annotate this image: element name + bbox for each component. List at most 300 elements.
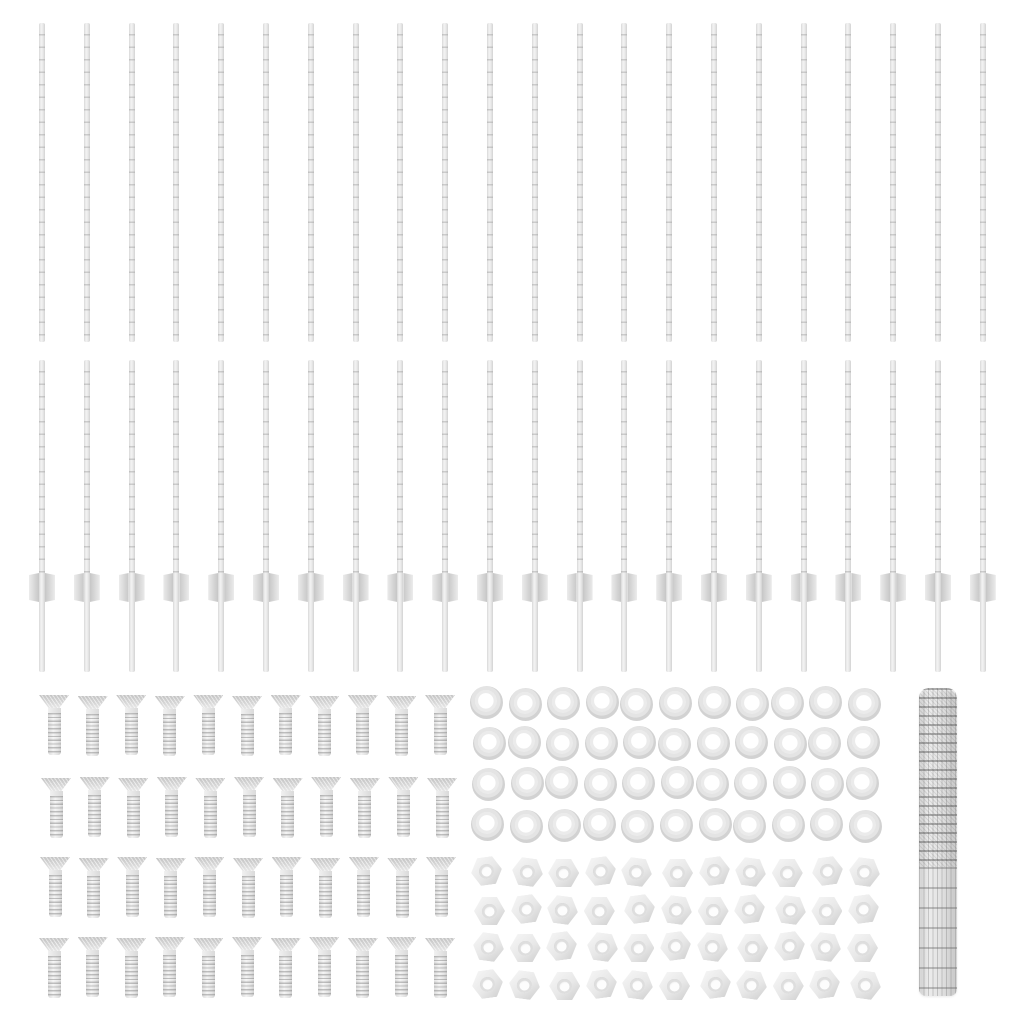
screw-head — [193, 695, 223, 708]
screw-head — [39, 695, 69, 708]
countersunk-screw — [116, 938, 146, 999]
washer — [811, 768, 844, 801]
screw-head — [117, 857, 147, 870]
countersunk-screw — [309, 696, 339, 757]
countersunk-screw — [232, 937, 262, 998]
screw-head — [350, 778, 380, 791]
hex-nut — [733, 856, 768, 888]
washer — [658, 728, 691, 761]
fence-post-with-anchor — [746, 360, 772, 672]
post-rod — [263, 360, 269, 672]
screw-thread-shaft — [125, 956, 138, 998]
fence-post-with-anchor — [522, 360, 548, 672]
fence-post — [801, 23, 807, 342]
nut-hole — [554, 902, 571, 919]
fence-post-with-anchor — [656, 360, 682, 672]
fence-post-with-anchor — [343, 360, 369, 672]
hex-nut — [469, 855, 504, 887]
nut-hole — [593, 976, 610, 993]
countersunk-screw — [387, 858, 417, 919]
nut-hole — [855, 901, 872, 918]
nut-hole — [557, 979, 572, 994]
countersunk-screw — [41, 778, 71, 839]
screw-thread-shaft — [87, 876, 100, 918]
fence-post-with-anchor — [74, 360, 100, 672]
fence-post — [487, 23, 493, 342]
washer — [621, 810, 654, 843]
screw-thread-shaft — [279, 713, 292, 755]
post-rod — [935, 360, 941, 672]
hex-nut — [811, 897, 842, 925]
anchor-plate-left — [253, 573, 263, 602]
hex-nut — [545, 894, 580, 926]
post-rod — [711, 360, 717, 672]
screw-head — [272, 857, 302, 870]
screw-thread-shaft — [281, 796, 294, 838]
anchor-plate-right — [941, 573, 951, 602]
nut-hole — [518, 901, 535, 918]
washer — [584, 768, 617, 801]
screw-head — [116, 938, 146, 951]
nut-hole — [817, 939, 834, 956]
washer — [585, 727, 618, 760]
countersunk-screw — [195, 778, 225, 839]
washer — [735, 726, 768, 759]
anchor-plate-left — [119, 573, 129, 602]
fence-post — [845, 23, 851, 342]
anchor-plate-left — [343, 573, 353, 602]
nut-hole — [781, 938, 798, 955]
anchor-plate-right — [403, 573, 413, 602]
washer — [510, 810, 543, 843]
countersunk-screw — [117, 857, 147, 918]
fence-post-with-anchor — [387, 360, 413, 672]
fence-post — [577, 23, 583, 342]
screw-thread-shaft — [241, 714, 254, 756]
washer — [583, 808, 616, 841]
anchor-plate-left — [791, 573, 801, 602]
washer — [508, 726, 541, 759]
nut-hole — [592, 904, 607, 919]
screw-head — [388, 777, 418, 790]
screw-head — [271, 695, 301, 708]
countersunk-screw — [155, 937, 185, 998]
screw-thread-shaft — [86, 955, 99, 997]
countersunk-screw — [271, 938, 301, 999]
washer — [733, 810, 766, 843]
screw-head — [426, 857, 456, 870]
screw-thread-shaft — [357, 875, 370, 917]
screw-thread-shaft — [436, 796, 449, 838]
anchor-plate-right — [538, 573, 548, 602]
hex-nut — [737, 934, 768, 962]
anchor-plate-right — [762, 573, 772, 602]
countersunk-screw — [348, 938, 378, 999]
fence-post-with-anchor — [163, 360, 189, 672]
nut-hole — [631, 901, 648, 918]
fence-post — [621, 23, 627, 342]
washer — [772, 809, 805, 842]
screw-head — [156, 858, 186, 871]
anchor-plate-right — [717, 573, 727, 602]
nut-hole — [553, 938, 570, 955]
screw-thread-shaft — [243, 795, 256, 837]
post-rod — [218, 360, 224, 672]
screw-head — [271, 938, 301, 951]
screw-head — [193, 938, 223, 951]
hex-nut — [623, 934, 654, 962]
fence-post — [890, 23, 896, 342]
hex-nut — [659, 894, 694, 926]
screw-thread-shaft — [88, 795, 101, 837]
mesh-dense-bands — [919, 688, 957, 867]
fence-post-with-anchor — [477, 360, 503, 672]
hex-nut — [507, 969, 542, 1001]
screw-thread-shaft — [318, 714, 331, 756]
nut-hole — [741, 901, 758, 918]
nut-hole — [594, 939, 611, 956]
hex-nut — [732, 893, 767, 925]
anchor-plate-left — [567, 573, 577, 602]
washer — [509, 688, 542, 721]
fence-post-with-anchor — [432, 360, 458, 672]
post-rod — [621, 360, 627, 672]
washer — [848, 688, 881, 721]
washer — [511, 767, 544, 800]
screw-thread-shaft — [164, 876, 177, 918]
nut-hole — [516, 977, 533, 994]
countersunk-screw — [234, 777, 264, 838]
countersunk-screw — [118, 778, 148, 839]
screw-thread-shaft — [280, 875, 293, 917]
anchor-plate-left — [29, 573, 39, 602]
fence-post-with-anchor — [253, 360, 279, 672]
hex-nut — [846, 893, 881, 925]
screw-thread-shaft — [48, 713, 61, 755]
washer — [734, 767, 767, 800]
nut-hole — [707, 976, 724, 993]
nut-hole — [670, 866, 685, 881]
screw-head — [233, 858, 263, 871]
screw-head — [309, 696, 339, 709]
fence-post-with-anchor — [701, 360, 727, 672]
countersunk-screw — [350, 778, 380, 839]
anchor-plate-left — [611, 573, 621, 602]
countersunk-screw — [309, 937, 339, 998]
washer — [622, 767, 655, 800]
nut-hole — [631, 941, 646, 956]
anchor-plate-right — [135, 573, 145, 602]
washer — [771, 687, 804, 720]
washer — [696, 768, 729, 801]
fence-post — [756, 23, 762, 342]
hex-nut — [773, 894, 808, 926]
washer — [661, 766, 694, 799]
fence-post-with-anchor — [835, 360, 861, 672]
screw-head — [232, 696, 262, 709]
anchor-plate-right — [627, 573, 637, 602]
hex-nut — [509, 893, 544, 925]
screw-head — [155, 937, 185, 950]
screw-thread-shaft — [163, 955, 176, 997]
screw-thread-shaft — [86, 714, 99, 756]
hex-nut — [847, 856, 882, 888]
screw-head — [39, 938, 69, 951]
screw-head — [311, 777, 341, 790]
anchor-plate-left — [387, 573, 397, 602]
countersunk-screw — [80, 777, 110, 838]
countersunk-screw — [425, 938, 455, 999]
fence-post — [442, 23, 448, 342]
fence-post — [173, 23, 179, 342]
nut-hole — [592, 863, 609, 880]
hex-nut — [811, 855, 846, 887]
nut-hole — [667, 979, 682, 994]
nut-hole — [628, 864, 645, 881]
fence-post — [980, 23, 986, 342]
fence-post-with-anchor — [119, 360, 145, 672]
washer — [586, 686, 619, 719]
hex-nut — [695, 931, 730, 963]
wire-mesh-roll — [919, 688, 957, 996]
hex-nut — [471, 931, 506, 963]
screw-thread-shaft — [241, 955, 254, 997]
hex-nut — [584, 897, 615, 925]
nut-hole — [781, 979, 796, 994]
post-rod — [397, 360, 403, 672]
screw-head — [41, 778, 71, 791]
anchor-plate-left — [925, 573, 935, 602]
screw-thread-shaft — [126, 875, 139, 917]
nut-hole — [668, 902, 685, 919]
screw-head — [348, 695, 378, 708]
washer — [697, 727, 730, 760]
screw-thread-shaft — [319, 876, 332, 918]
washer — [472, 768, 505, 801]
fence-post-with-anchor — [970, 360, 996, 672]
washer — [473, 727, 506, 760]
countersunk-screw — [349, 857, 379, 918]
countersunk-screw — [233, 858, 263, 919]
anchor-plate-left — [477, 573, 487, 602]
fence-post — [129, 23, 135, 342]
countersunk-screw — [193, 695, 223, 756]
washer — [846, 767, 879, 800]
screw-thread-shaft — [318, 955, 331, 997]
nut-hole — [704, 939, 721, 956]
hex-nut — [734, 969, 769, 1001]
countersunk-screw — [348, 695, 378, 756]
washer — [849, 810, 882, 843]
hex-nut — [474, 897, 505, 925]
hex-nut — [510, 856, 545, 888]
nut-hole — [519, 864, 536, 881]
screw-thread-shaft — [358, 796, 371, 838]
anchor-plate-right — [493, 573, 503, 602]
nut-hole — [819, 904, 834, 919]
nut-hole — [629, 977, 646, 994]
screw-head — [310, 858, 340, 871]
anchor-plate-right — [583, 573, 593, 602]
anchor-plate-right — [851, 573, 861, 602]
hex-nut — [583, 855, 618, 887]
countersunk-screw — [39, 695, 69, 756]
screw-thread-shaft — [356, 956, 369, 998]
fence-post-with-anchor — [611, 360, 637, 672]
countersunk-screw — [425, 695, 455, 756]
countersunk-screw — [386, 937, 416, 998]
post-rod — [353, 360, 359, 672]
screw-thread-shaft — [396, 876, 409, 918]
countersunk-screw — [116, 695, 146, 756]
anchor-plate-right — [269, 573, 279, 602]
post-rod — [39, 360, 45, 672]
nut-hole — [518, 941, 533, 956]
screw-head — [157, 777, 187, 790]
washer — [808, 727, 841, 760]
fence-post-with-anchor — [208, 360, 234, 672]
countersunk-screw — [39, 938, 69, 999]
countersunk-screw — [272, 857, 302, 918]
screw-head — [234, 777, 264, 790]
anchor-plate-left — [208, 573, 218, 602]
hex-nut — [698, 968, 733, 1000]
countersunk-screw — [386, 696, 416, 757]
hex-nut — [585, 931, 620, 963]
anchor-plate-right — [314, 573, 324, 602]
screw-thread-shaft — [48, 956, 61, 998]
hex-nut — [544, 930, 579, 962]
countersunk-screw — [311, 777, 341, 838]
anchor-plate-left — [746, 573, 756, 602]
screw-head — [40, 857, 70, 870]
countersunk-screw — [40, 857, 70, 918]
fence-post — [308, 23, 314, 342]
nut-hole — [855, 941, 870, 956]
screw-thread-shaft — [127, 796, 140, 838]
fence-post — [39, 23, 45, 342]
post-rod — [84, 360, 90, 672]
countersunk-screw — [193, 938, 223, 999]
post-rod — [845, 360, 851, 672]
screw-thread-shaft — [202, 713, 215, 755]
screw-thread-shaft — [356, 713, 369, 755]
hex-nut — [549, 972, 580, 1000]
anchor-plate-left — [880, 573, 890, 602]
washer — [471, 808, 504, 841]
screw-head — [78, 937, 108, 950]
washer — [548, 809, 581, 842]
post-rod — [980, 360, 986, 672]
nut-hole — [782, 902, 799, 919]
washer — [545, 766, 578, 799]
nut-hole — [856, 864, 873, 881]
fence-post — [218, 23, 224, 342]
anchor-plate-right — [448, 573, 458, 602]
hex-nut — [548, 859, 579, 887]
anchor-plate-right — [896, 573, 906, 602]
hex-nut — [698, 897, 729, 925]
hex-nut — [584, 968, 619, 1000]
screw-thread-shaft — [397, 795, 410, 837]
post-rod — [487, 360, 493, 672]
anchor-plate-left — [432, 573, 442, 602]
washer — [623, 726, 656, 759]
countersunk-screw — [271, 695, 301, 756]
screw-thread-shaft — [320, 795, 333, 837]
hex-nut — [658, 930, 693, 962]
washer — [546, 728, 579, 761]
screw-head — [427, 778, 457, 791]
hex-nut — [470, 968, 505, 1000]
screw-head — [118, 778, 148, 791]
anchor-plate-left — [701, 573, 711, 602]
fence-post — [353, 23, 359, 342]
screw-thread-shaft — [279, 956, 292, 998]
screw-head — [194, 857, 224, 870]
screw-head — [386, 696, 416, 709]
post-rod — [308, 360, 314, 672]
screw-head — [273, 778, 303, 791]
screw-head — [425, 695, 455, 708]
washer — [774, 728, 807, 761]
hex-nut — [621, 969, 656, 1001]
post-rod — [890, 360, 896, 672]
anchor-plate-left — [656, 573, 666, 602]
nut-hole — [556, 866, 571, 881]
countersunk-screw — [194, 857, 224, 918]
screw-head — [155, 696, 185, 709]
countersunk-screw — [273, 778, 303, 839]
post-rod — [173, 360, 179, 672]
washer — [847, 726, 880, 759]
washer — [809, 686, 842, 719]
nut-hole — [819, 863, 836, 880]
washer — [773, 766, 806, 799]
nut-hole — [742, 864, 759, 881]
nut-hole — [706, 904, 721, 919]
anchor-plate-right — [224, 573, 234, 602]
fence-post — [711, 23, 717, 342]
screw-thread-shaft — [125, 713, 138, 755]
post-rod — [801, 360, 807, 672]
screw-thread-shaft — [50, 796, 63, 838]
anchor-plate-right — [672, 573, 682, 602]
screw-head — [78, 696, 108, 709]
screw-thread-shaft — [49, 875, 62, 917]
screw-head — [195, 778, 225, 791]
fence-post — [532, 23, 538, 342]
anchor-plate-right — [179, 573, 189, 602]
anchor-plate-left — [522, 573, 532, 602]
fence-post — [935, 23, 941, 342]
washer — [660, 809, 693, 842]
washer — [659, 687, 692, 720]
screw-thread-shaft — [395, 955, 408, 997]
nut-hole — [706, 863, 723, 880]
hex-nut — [772, 930, 807, 962]
fence-post — [263, 23, 269, 342]
countersunk-screw — [156, 858, 186, 919]
screw-head — [387, 858, 417, 871]
hex-nut — [847, 934, 878, 962]
screw-thread-shaft — [434, 713, 447, 755]
mesh-sparse-bands — [919, 867, 957, 996]
anchor-plate-right — [90, 573, 100, 602]
hex-nut — [662, 859, 693, 887]
post-rod — [442, 360, 448, 672]
countersunk-screw — [310, 858, 340, 919]
